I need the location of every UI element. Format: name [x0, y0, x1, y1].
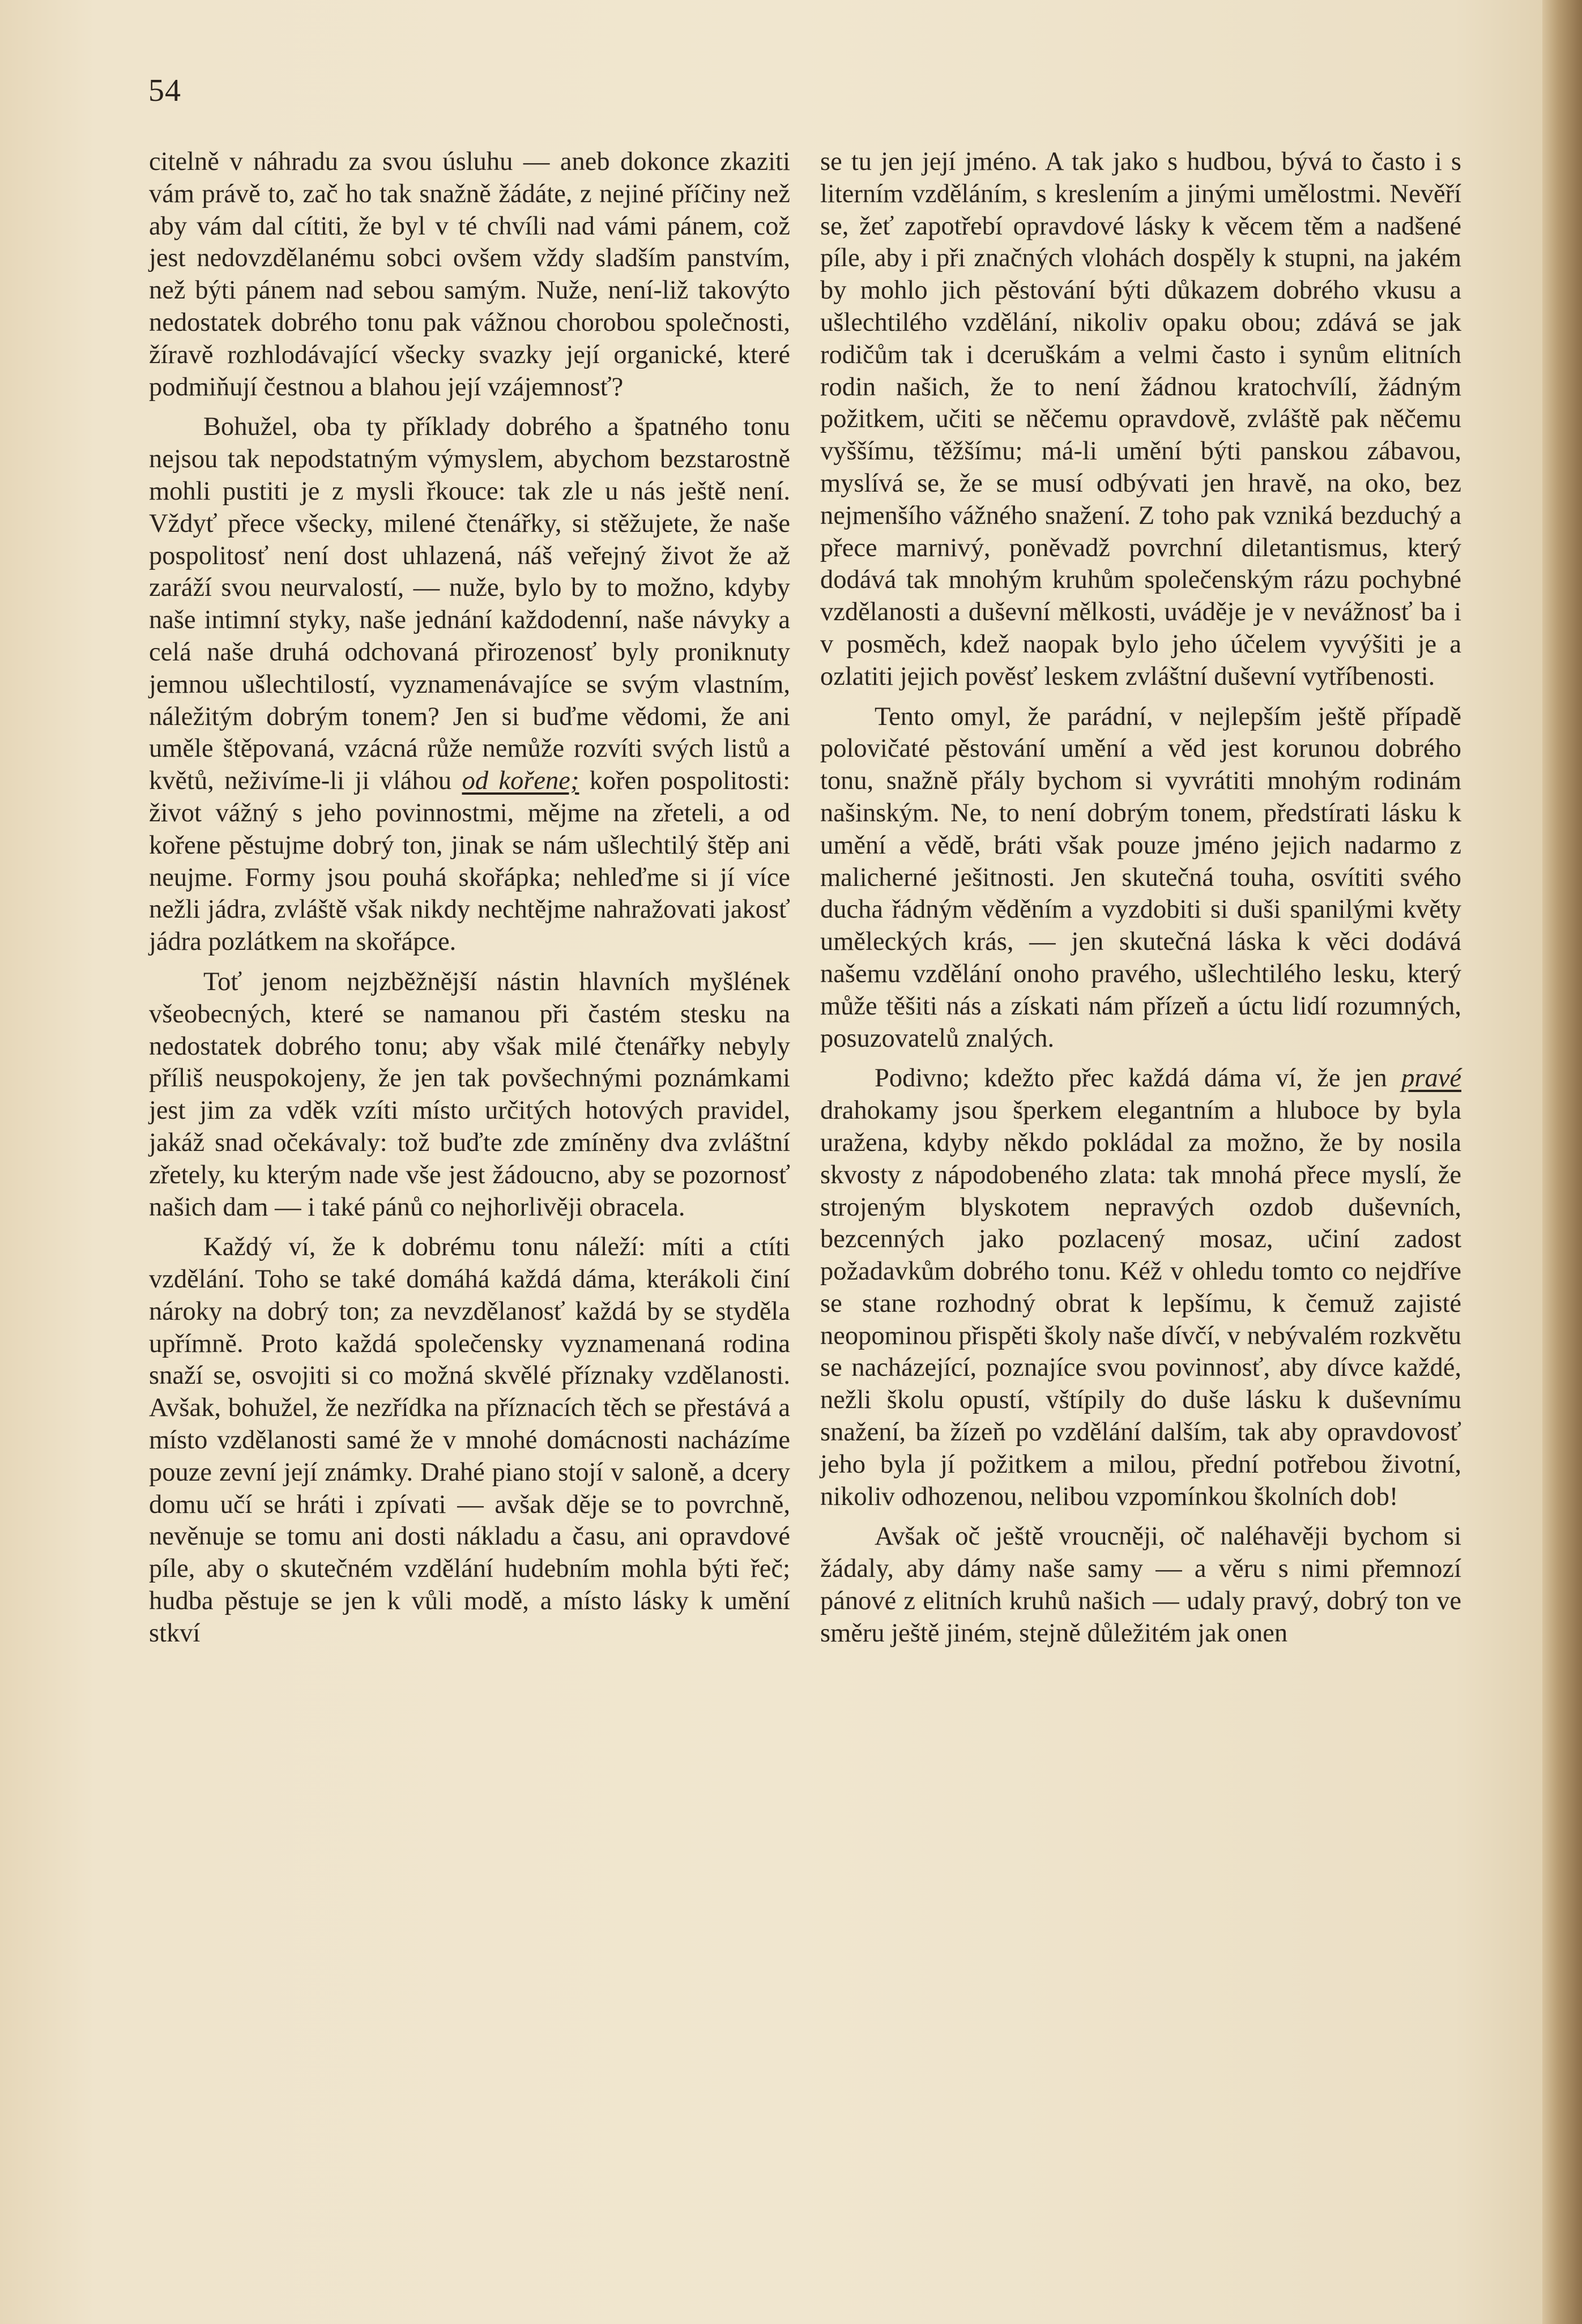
- book-spine-edge: [1542, 0, 1582, 2324]
- paragraph-text: kořen pospolitosti: život vážný s jeho povinnostmi, mějme na zřeteli, a od kořene pěstujme dobrý ton, jinak se nám ušlechtilý štěp ani neujme. Formy jsou pouhá skořápka; nehleďme si jí více nežli jádra, zvláště však nikdy nechtějme nahražovati jakosť jádra pozlátkem na skořápce.: [149, 766, 791, 957]
- paragraph-text: drahokamy jsou šperkem elegantním a hluboce by byla uražena, kdyby někdo pokládal za možno, že by nosila skvosty z nápodobeného zlata: tak mnohá přece myslí, že strojeným blyskotem nepravých ozdob duševních, bezcenných jako pozlacený mosaz, učiní zadost požadavkům dobrého tonu. Kéž v ohledu tomto co nejdříve se stane rozhodný obrat k lepšímu, k čemuž zajisté neopominou přispěti školy naše dívčí, v nebývalém rozkvětu se nacházející, poznajíce svou povinnosť, aby dívce každé, nežli školu opustí, vštípily do duše lásku k duševnímu snažení, ba žízeň po vzdělání dalším, tak aby opravdovosť jeho byla jí požitkem a milou, přední potřebou životní, nikoliv odhozenou, nelibou vzpomínkou školních dob!: [820, 1096, 1461, 1511]
- emphasized-text: pravé: [1401, 1064, 1461, 1093]
- left-column: [149, 146, 790, 1650]
- paragraph-text: Bohužel, oba ty příklady dobrého a špatného tonu nejsou tak nepodstatným výmyslem, abychom bezstarostně mohli pustiti je z mysli řkouce: tak zle u nás ještě není. Vždyť přece všecky, milené čtenářky, si stěžujete, že naše pospolitosť není dost uhlazená, náš veřejný život že až zaráží svou neurvalostí, — nuže, bylo by to možno, kdyby naše intimní styky, naše jednání každodenní, naše návyky a celá naše druhá odchovaná přirozenosť byly proniknuty jemnou ušlechtilostí, vyznamenávajíce se svým vlastním, náležitým dobrým tonem? Jen si buďme vědomi, že ani uměle štěpovaná, vzácná růže nemůže rozvíti svých listů a květů, neživíme-li ji vláhou: [149, 412, 790, 796]
- paragraph-1: [149, 146, 790, 403]
- paragraph-text: se tu jen její jméno. A tak jako s hudbou, bývá to často i s literním vzděláním, s kreslením a jinými umělostmi. Nevěří se, žeť zapotřebí opravdové lásky k věcem těm a nadšené píle, aby i při značných vlohách dospěly k stupni, na jakém by mohlo jich pěstování býti důkazem dobrého vkusu a ušlechtilého vzdělání, nikoliv opaku obou; zdává se jak rodičům tak i dceruškám a velmi často i synům elitních rodin našich, že to není žádnou kratochvílí, žádným požitkem, učiti se něčemu opravdově, zvláště pak něčemu vyššímu, těžšímu; má-li umění býti panskou zábavou, myslívá se, že se musí odbývati jen hravě, na oko, bez nejmenšího vážného snažení. Z toho pak vzniká bezduchý a přece marnivý, poněvadž povrchní diletantismus, který dodává tak mnohým kruhům společenským rázu pochybné vzdělanosti a duševní mělkosti, uváděje je v nevážnosť ba i v posměch, kdež naopak bylo jeho účelem vyvýšiti je a ozlatiti jejich pověsť leskem zvláštní duševní vytříbenosti.: [820, 147, 1461, 691]
- paragraph-text: Každý ví, že k dobrému tonu náleží: míti a ctíti vzdělání. Toho se také domáhá každá dáma, kterákoli činí nároky na dobrý ton; za nevzdělanosť každá by se styděla upřímně. Proto každá společensky vyznamenaná rodina snaží se, osvojiti si co možná skvělé příznaky vzdělanosti. Avšak, bohužel, že nezřídka na příznacích těch se přestává a místo vzdělanosti samé že v mnohé domácnosti nacházíme pouze zevní její známky. Drahé piano stojí v saloně, a dcery domu učí se hráti i zpívati — avšak děje se to povrchně, nevěnuje se tomu ani dosti nákladu a času, ani opravdové píle, aby o skutečném vzdělání hudebním mohla býti řeč; hudba pěstuje se jen k vůli modě, a místo lásky k umění stkví: [149, 1233, 790, 1648]
- paragraph-3: [149, 966, 790, 1223]
- paragraph-text: citelně v náhradu za svou úsluhu — aneb dokonce zkaziti vám právě to, zač ho tak snažně žádáte, z nejiné příčiny než aby vám dal cítiti, že byl v té chvíli nad vámi pánem, což jest nedovzdělanému sobci ovšem vždy sladším panstvím, než býti pánem nad sebou samým. Nuže, není-liž takovýto nedostatek dobrého tonu pak vážnou chorobou společnosti, žíravě rozhlodávající všecky svazky její organické, které podmiňují čestnou a blahou její vzájemnosť?: [149, 147, 790, 402]
- page-number: 54: [148, 73, 181, 108]
- paragraph-2: [149, 411, 790, 958]
- paragraph-text: Podivno; kdežto přec každá dáma ví, že jen: [875, 1064, 1402, 1093]
- paragraph-text: Avšak oč ještě vroucněji, oč naléhavěji bychom si žádaly, aby dámy naše samy — a věru s nimi přemnozí pánové z elitních kruhů našich — udaly pravý, dobrý ton ve směru ještě jiném, stejně důležitém jak onen: [820, 1522, 1461, 1648]
- paragraph-5: [820, 146, 1461, 693]
- paragraph-text: Tento omyl, že parádní, v nejlepším ještě případě polovičaté pěstování umění a věd jest korunou dobrého tonu, snažně přály bychom si vyvrátiti mnohým rodinám našinským. Ne, to není dobrým tonem, předstírati lásku k umění a vědě, bráti však pouze jméno jejich nadarmo z malicherné ješitnosti. Jen skutečná touha, osvítiti svého ducha řádným věděním a vyzdobiti si duši spanilými květy uměleckých krás, — jen skutečná láska k věci dodává našemu vzdělání onoho pravého, ušlechtilého lesku, který může těšiti nás a získati nám přízeň a úctu lidí rozumných, posuzovatelů znalých.: [820, 702, 1461, 1053]
- emphasized-text: od kořene;: [462, 766, 579, 796]
- paragraph-8: [820, 1521, 1461, 1649]
- paragraph-6: [820, 701, 1461, 1055]
- right-column: [820, 146, 1461, 1650]
- paragraph-text: Toť jenom nejzběžnější nástin hlavních myšlének všeobecných, které se namanou při častém stesku na nedostatek dobrého tonu; aby však milé čtenářky nebyly příliš neuspokojeny, že jen tak povšechnými poznámkami jest jim za vděk vzíti místo určitých hotových pravidel, jakáž snad očekávaly: tož buďte zde zmíněny dva zvláštní zřetely, ku kterým nade vše jest žádoucno, aby se pozornosť našich dam — i také pánů co nejhorlivěji obracela.: [149, 967, 790, 1222]
- paragraph-4: [149, 1231, 790, 1649]
- paragraph-7: [820, 1063, 1461, 1513]
